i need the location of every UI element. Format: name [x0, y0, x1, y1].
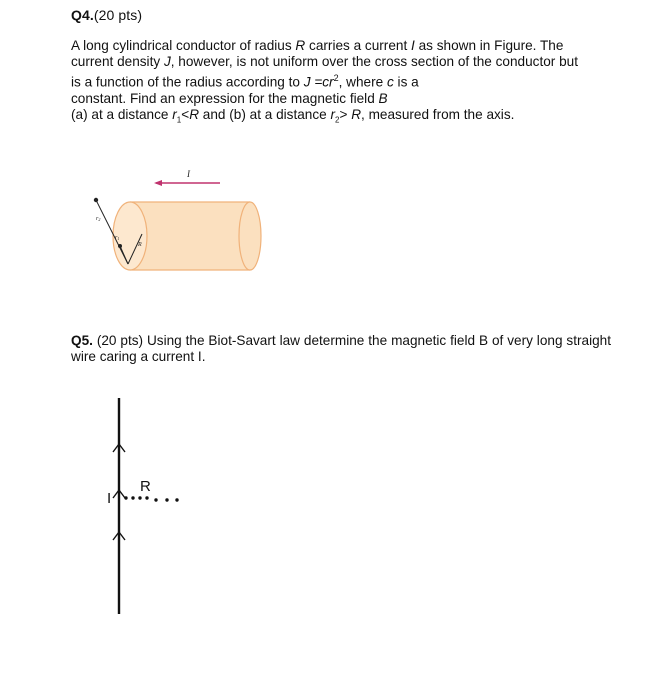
q4-question-text [71, 38, 631, 128]
q5-body: (20 pts) Using the Biot-Savart law determine the magnetic field B of very long straight wire caring a current I. [71, 333, 611, 364]
distance-dot-7 [175, 498, 178, 501]
cylinder-body [130, 202, 250, 270]
r2-label: r2 [96, 216, 101, 222]
q5-question-text [71, 333, 611, 365]
wire-current-label: I [107, 490, 112, 507]
r2-point [94, 198, 98, 202]
q4-line-2: current density J, however, is not uniform over the cross section of the conductor but [71, 54, 579, 69]
r1-point [118, 244, 122, 248]
q4-line-3: is a function of the radius according to $J =cr^2$, where c is a [71, 73, 419, 90]
distance-dot-4 [145, 496, 148, 499]
distance-dot-1 [124, 496, 127, 499]
radius-label: R [138, 242, 142, 248]
q4-line-1: A long cylindrical conductor of radius R carries a current I as shown in Figure. The [71, 38, 564, 53]
cylinder-right-end [239, 202, 261, 270]
q4-line-4: constant. Find an expression for the magnetic field B [71, 90, 388, 106]
distance-dot-5 [154, 498, 157, 501]
q4-heading [71, 7, 142, 23]
wire-figure [95, 390, 215, 620]
current-arrow-head [154, 180, 162, 186]
q4-line-5: (a) at a distance $r_1<R$ and (b) at a distance $r_2> R$, measured from the axis. [71, 106, 515, 125]
distance-dot-2 [131, 496, 134, 499]
cylinder-figure [70, 160, 300, 285]
current-label: I [187, 169, 190, 179]
q4-points: (20 pts) [93, 7, 143, 23]
wire-distance-label: R [140, 478, 151, 495]
r1-label: r1 [115, 235, 120, 241]
q4-label: Q4. [71, 7, 94, 23]
q5-label: Q5. [71, 333, 93, 348]
distance-dot-6 [165, 498, 168, 501]
distance-dot-3 [138, 496, 141, 499]
